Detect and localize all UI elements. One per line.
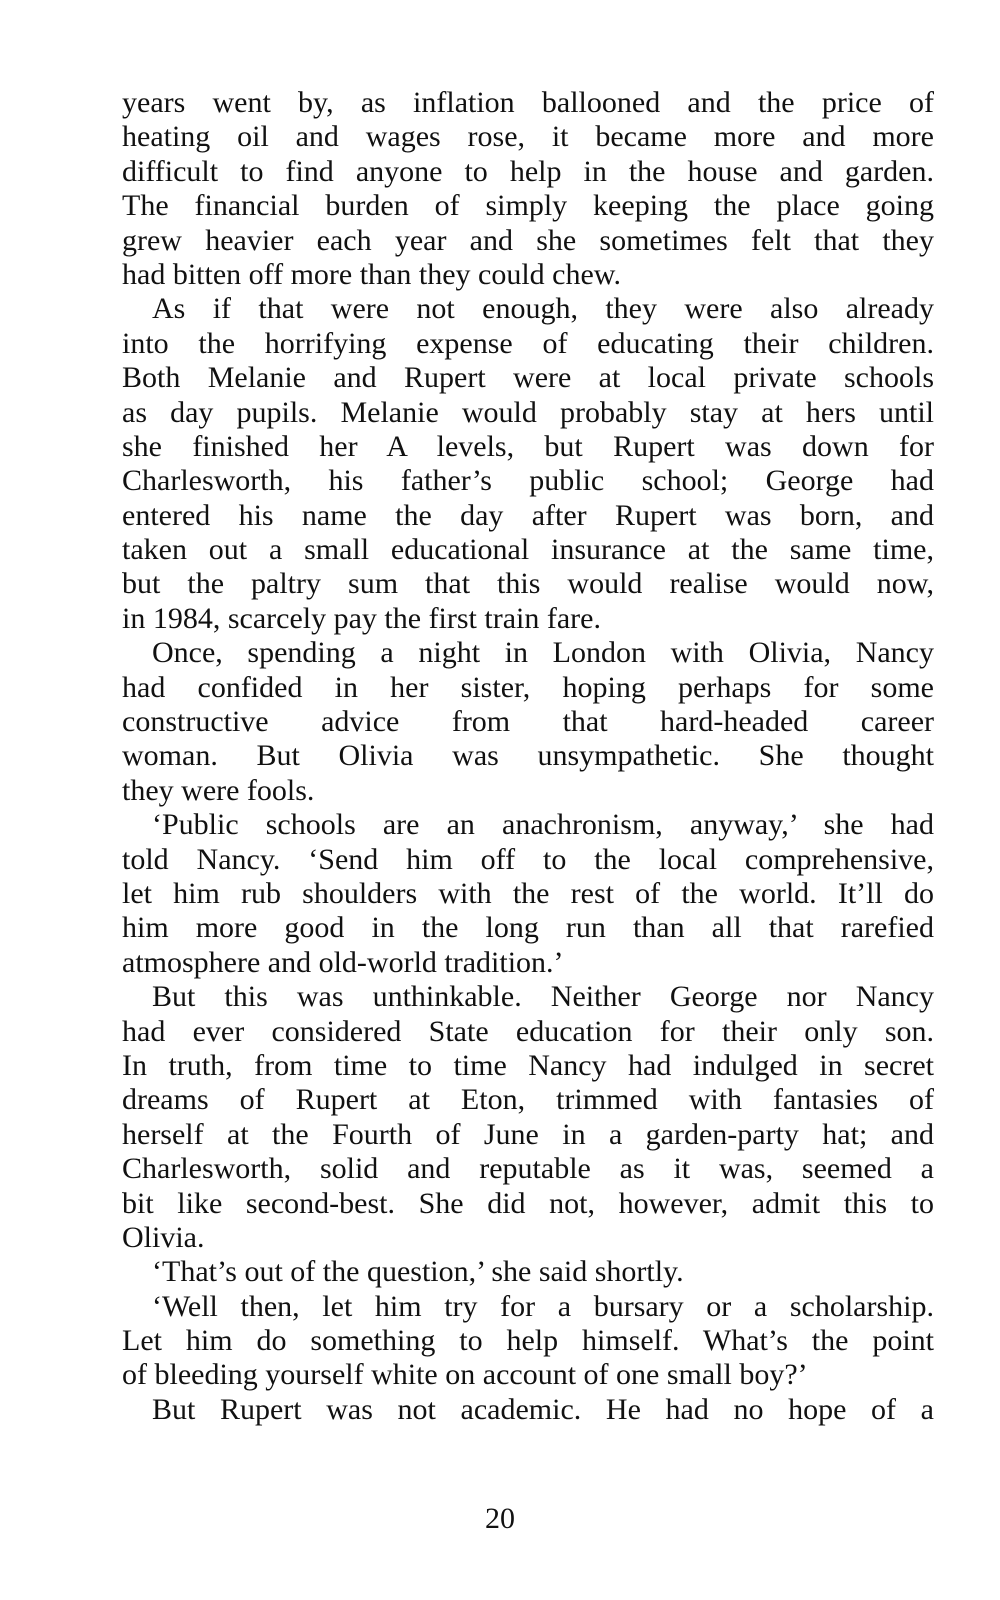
text-line: difficult to find anyone to help in the house and garden. bbox=[122, 154, 934, 188]
text-line: woman. But Olivia was unsympathetic. She thought bbox=[122, 739, 934, 773]
text-line: entered his name the day after Rupert was born, and bbox=[122, 498, 934, 532]
text-line: bit like second-best. She did not, however, admit this to bbox=[122, 1186, 934, 1220]
text-line: told Nancy. ‘Send him off to the local comprehensive, bbox=[122, 842, 934, 876]
text-line: The financial burden of simply keeping the place going bbox=[122, 189, 934, 223]
text-line: In truth, from time to time Nancy had indulged in secret bbox=[122, 1048, 934, 1082]
text-line: grew heavier each year and she sometimes felt that they bbox=[122, 223, 934, 257]
text-line: years went by, as inflation ballooned and the price of bbox=[122, 86, 934, 119]
text-line: Olivia. bbox=[122, 1220, 205, 1254]
text-line: heating oil and wages rose, it became more and more bbox=[122, 120, 934, 154]
text-line: As if that were not enough, they were also already bbox=[152, 292, 934, 326]
text-line: but the paltry sum that this would realise would now, bbox=[122, 567, 934, 601]
text-line: But this was unthinkable. Neither George nor Nancy bbox=[152, 980, 934, 1014]
text-line: into the horrifying expense of educating their children. bbox=[122, 326, 934, 360]
text-line: as day pupils. Melanie would probably stay at hers until bbox=[122, 395, 934, 429]
text-line: ‘Well then, let him try for a bursary or a scholarship. bbox=[152, 1289, 934, 1323]
text-line: Charlesworth, his father’s public school; George had bbox=[122, 464, 934, 498]
text-line: Let him do something to help himself. What’s the point bbox=[122, 1324, 934, 1358]
text-line: taken out a small educational insurance at the same time, bbox=[122, 533, 934, 567]
text-line: herself at the Fourth of June in a garden-party hat; and bbox=[122, 1117, 934, 1151]
text-line: Charlesworth, solid and reputable as it was, seemed a bbox=[122, 1152, 934, 1186]
text-line: in 1984, scarcely pay the first train fare. bbox=[122, 601, 601, 635]
page-number: 20 bbox=[485, 1502, 515, 1535]
text-line: let him rub shoulders with the rest of the world. It’ll do bbox=[122, 876, 934, 910]
text-line: But Rupert was not academic. He had no hope of a bbox=[152, 1392, 934, 1426]
text-line: had bitten off more than they could chew. bbox=[122, 257, 622, 291]
text-line: Once, spending a night in London with Olivia, Nancy bbox=[152, 636, 934, 670]
text-line: ‘That’s out of the question,’ she said shortly. bbox=[152, 1255, 684, 1289]
text-line: ‘Public schools are an anachronism, anyway,’ she had bbox=[152, 808, 934, 842]
text-line: of bleeding yourself white on account of one small boy?’ bbox=[122, 1358, 808, 1392]
text-line: atmosphere and old-world tradition.’ bbox=[122, 945, 564, 979]
text-line: dreams of Rupert at Eton, trimmed with fantasies of bbox=[122, 1083, 934, 1117]
text-line: had ever considered State education for their only son. bbox=[122, 1014, 934, 1048]
text-line: him more good in the long run than all that rarefied bbox=[122, 911, 934, 945]
text-line: Both Melanie and Rupert were at local private schools bbox=[122, 361, 934, 395]
body-text bbox=[122, 86, 934, 1427]
text-line: had confided in her sister, hoping perhaps for some bbox=[122, 670, 934, 704]
text-line: constructive advice from that hard-headed career bbox=[122, 705, 934, 739]
text-line: they were fools. bbox=[122, 773, 315, 807]
text-line: she finished her A levels, but Rupert was down for bbox=[122, 429, 934, 463]
